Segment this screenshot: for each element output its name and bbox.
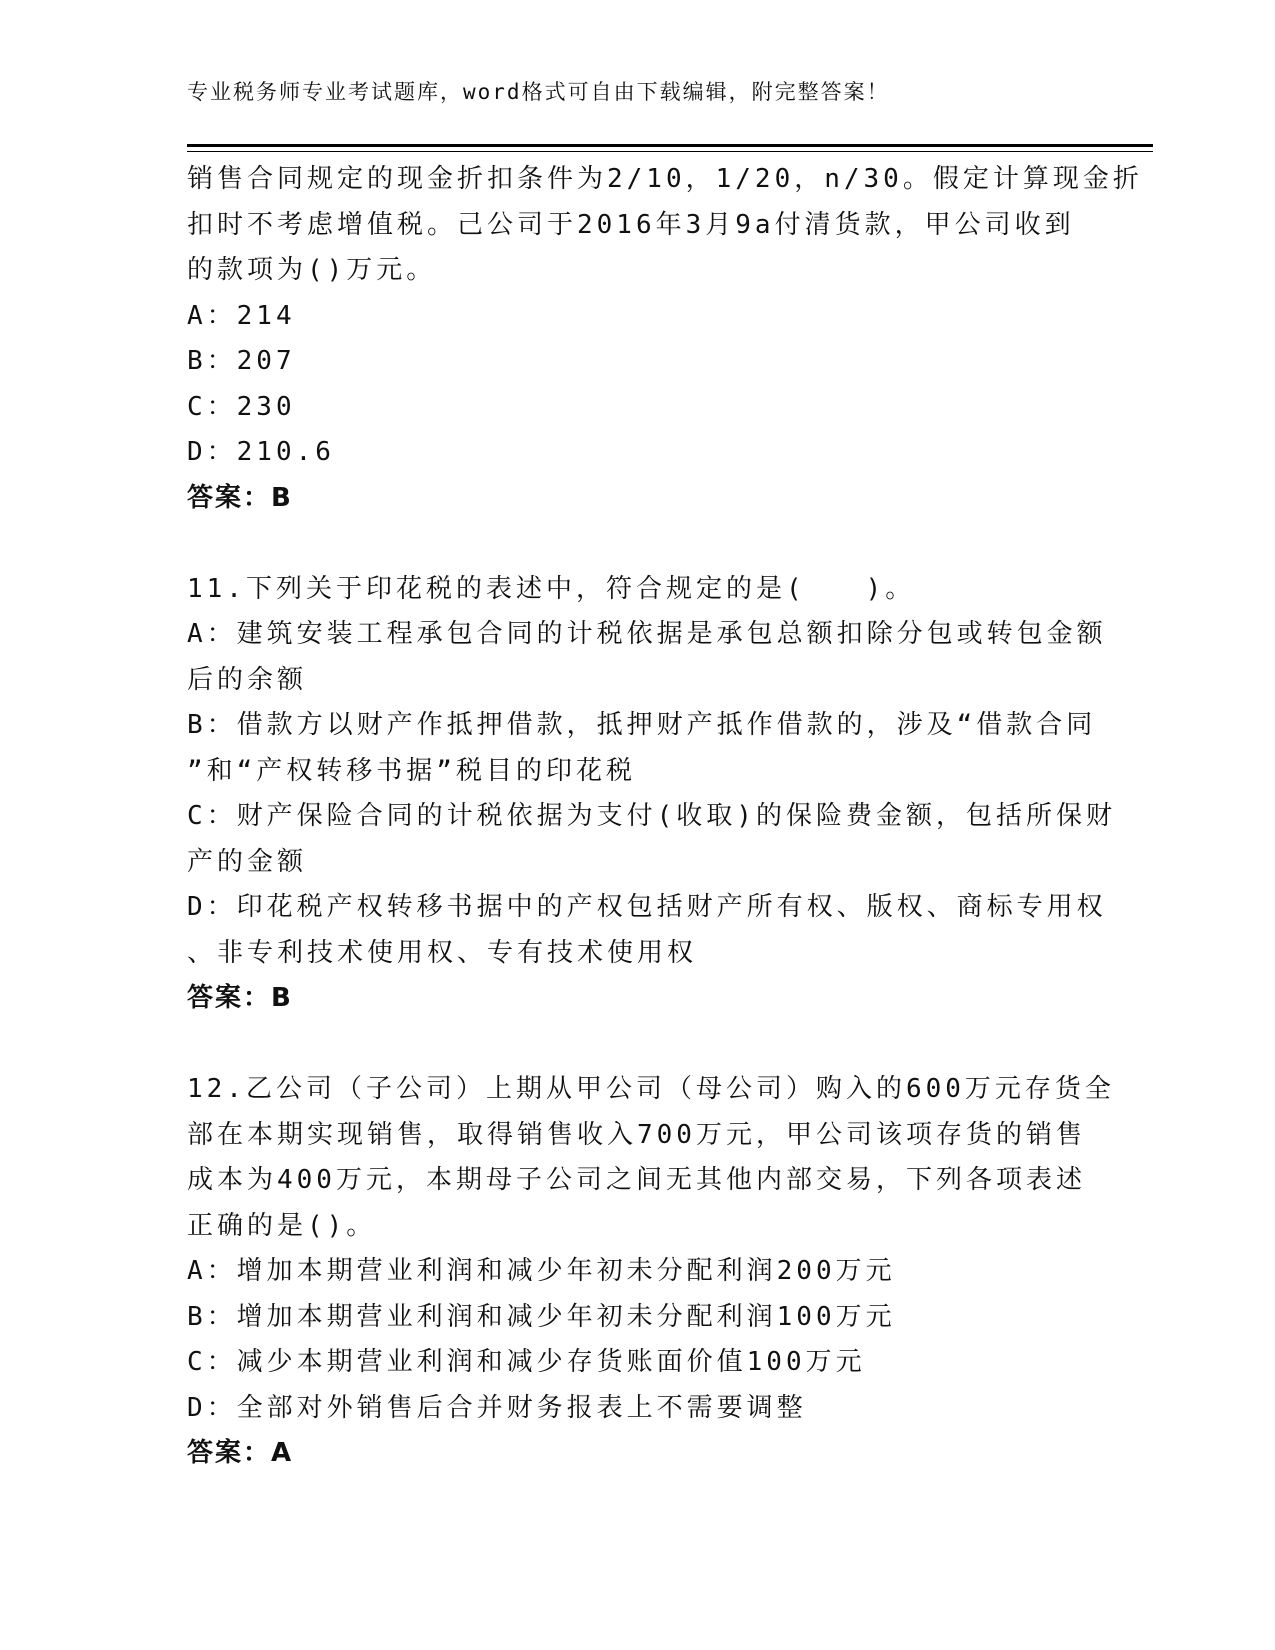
question-11 (187, 567, 1116, 1022)
option-a: A：建筑安装工程承包合同的计税依据是承包总额扣除分包或转包金额 (187, 619, 1107, 649)
option-d: D：印花税产权转移书据中的产权包括财产所有权、版权、商标专用权 (187, 892, 1107, 922)
question-10 (187, 157, 1143, 521)
option-a: A：214 (187, 300, 296, 331)
question-stem-line: 12.乙公司（子公司）上期从甲公司（母公司）购入的600万元存货全 (187, 1074, 1115, 1104)
option-a: A：增加本期营业利润和减少年初未分配利润200万元 (187, 1256, 896, 1286)
option-d-continued: 、非专利技术使用权、专有技术使用权 (187, 937, 698, 968)
option-a-continued: 后的余额 (187, 664, 308, 695)
spacer (187, 521, 1067, 567)
option-b: B：207 (187, 346, 296, 376)
answer-line: 答案：B (187, 482, 293, 513)
question-stem-line: 11.下列关于印花税的表述中，符合规定的是( )。 (187, 573, 916, 604)
spacer (187, 1022, 1067, 1068)
option-b: B：借款方以财产作抵押借款，抵押财产抵作借款的，涉及“借款合同 (187, 710, 1097, 740)
header-text: 专业税务师专业考试题库，word格式可自由下载编辑，附完整答案！ (187, 80, 890, 104)
option-c-continued: 产的金额 (187, 846, 308, 877)
option-d: D：全部对外销售后合并财务报表上不需要调整 (187, 1392, 807, 1423)
question-12 (187, 1067, 1115, 1477)
document-body (187, 157, 1143, 1477)
option-d: D：210.6 (187, 437, 335, 467)
option-c: C：减少本期营业利润和减少存货账面价值100万元 (187, 1347, 866, 1377)
option-c: C：财产保险合同的计税依据为支付(收取)的保险费金额，包括所保财 (187, 801, 1116, 831)
option-b-continued: ”和“产权转移书据”税目的印花税 (187, 755, 636, 786)
question-stem-line: 成本为400万元，本期母子公司之间无其他内部交易，下列各项表述 (187, 1165, 1086, 1195)
question-stem-line: 销售合同规定的现金折扣条件为2/10，1/20，n/30。假定计算现金折 (187, 164, 1143, 194)
answer-line: 答案：A (187, 1438, 294, 1468)
answer-line: 答案：B (187, 983, 293, 1013)
question-stem-line: 部在本期实现销售，取得销售收入700万元，甲公司该项存货的销售 (187, 1119, 1086, 1150)
option-c: C：230 (187, 391, 296, 422)
question-stem-line: 扣时不考虑增值税。己公司于2016年3月9a付清货款，甲公司收到 (187, 209, 1075, 240)
question-stem-line: 正确的是()。 (187, 1210, 377, 1241)
option-b: B：增加本期营业利润和减少年初未分配利润100万元 (187, 1301, 896, 1332)
header-rule-thin (187, 151, 1153, 152)
header-rule-thick (187, 144, 1153, 147)
question-stem-line: 的款项为()万元。 (187, 255, 437, 285)
